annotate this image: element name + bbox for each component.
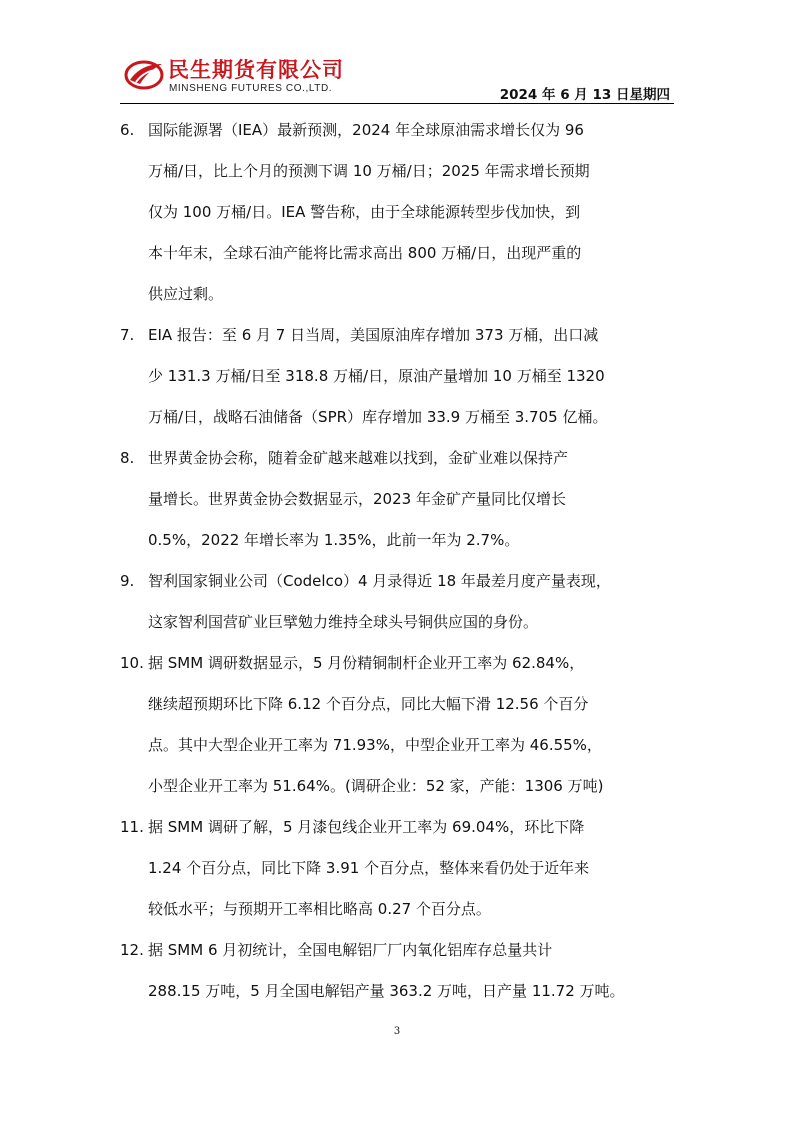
item-text-line: 288.15 万吨，5 月全国电解铝产量 363.2 万吨，日产量 11.72 万吨。 [148, 982, 625, 1000]
item-text-line: 小型企业开工率为 51.64%。(调研企业：52 家，产能：1306 万吨) [148, 777, 604, 795]
item-text-line: 供应过剩。 [148, 285, 224, 303]
item-text [148, 315, 676, 438]
item-text [148, 561, 676, 643]
item-text-line: 少 131.3 万桶/日至 318.8 万桶/日，原油产量增加 10 万桶至 1320 [148, 367, 605, 385]
item-number: 10. [120, 654, 144, 672]
news-item [120, 930, 676, 1012]
page-number: 3 [393, 1026, 401, 1037]
item-text [148, 643, 676, 807]
item-text [148, 930, 676, 1012]
page-header [120, 52, 674, 102]
item-text-line: 量增长。世界黄金协会数据显示，2023 年金矿产量同比仅增长 [148, 490, 566, 508]
item-text-line: 智利国家铜业公司（Codelco）4 月录得近 18 年最差月度产量表现， [148, 572, 611, 590]
item-text-line: 0.5%，2022 年增长率为 1.35%，此前一年为 2.7%。 [148, 531, 520, 549]
item-text-line: 这家智利国营矿业巨擘勉力维持全球头号铜供应国的身份。 [148, 613, 539, 631]
news-item [120, 807, 676, 930]
item-text-line: 仅为 100 万桶/日。IEA 警告称，由于全球能源转型步伐加快，到 [148, 203, 581, 221]
item-text-line: 据 SMM 6 月初统计，全国电解铝厂厂内氧化铝库存总量共计 [148, 941, 553, 959]
company-name-cn: 民生期货有限公司 [168, 58, 344, 82]
item-number: 6. [120, 121, 135, 139]
report-date: 2024 年 6 月 13 日星期四 [499, 87, 670, 103]
item-number: 12. [120, 941, 144, 959]
item-text-line: 1.24 个百分点，同比下降 3.91 个百分点，整体来看仍处于近年来 [148, 859, 590, 877]
item-text-line: 世界黄金协会称，随着金矿越来越难以找到，金矿业难以保持产 [148, 449, 569, 467]
company-logo-icon [124, 58, 164, 90]
item-text-line: 万桶/日，比上个月的预测下调 10 万桶/日；2025 年需求增长预期 [148, 162, 590, 180]
item-number: 9. [120, 572, 135, 590]
item-text [148, 110, 676, 315]
item-text [148, 438, 676, 561]
news-item [120, 315, 676, 438]
header-divider [120, 103, 674, 104]
item-text-line: 继续超预期环比下降 6.12 个百分点，同比大幅下滑 12.56 个百分 [148, 695, 589, 713]
company-name-en: MINSHENG FUTURES CO.,LTD. [169, 83, 333, 94]
news-item [120, 643, 676, 807]
item-text-line: 点。其中大型企业开工率为 71.93%，中型企业开工率为 46.55%， [148, 736, 602, 754]
item-number: 7. [120, 326, 135, 344]
item-text-line: 国际能源署（IEA）最新预测，2024 年全球原油需求增长仅为 96 [148, 121, 584, 139]
item-text-line: 万桶/日，战略石油储备（SPR）库存增加 33.9 万桶至 3.705 亿桶。 [148, 408, 608, 426]
item-text [148, 807, 676, 930]
news-item [120, 438, 676, 561]
item-number: 8. [120, 449, 135, 467]
news-item [120, 561, 676, 643]
item-text-line: 据 SMM 调研数据显示，5 月份精铜制杆企业开工率为 62.84%， [148, 654, 585, 672]
news-list [120, 110, 676, 1012]
item-text-line: 本十年末，全球石油产能将比需求高出 800 万桶/日，出现严重的 [148, 244, 582, 262]
item-text-line: 据 SMM 调研了解，5 月漆包线企业开工率为 69.04%，环比下降 [148, 818, 585, 836]
item-number: 11. [120, 818, 144, 836]
item-text-line: 较低水平；与预期开工率相比略高 0.27 个百分点。 [148, 900, 491, 918]
item-text-line: EIA 报告：至 6 月 7 日当周，美国原油库存增加 373 万桶，出口减 [148, 326, 599, 344]
news-item [120, 110, 676, 315]
